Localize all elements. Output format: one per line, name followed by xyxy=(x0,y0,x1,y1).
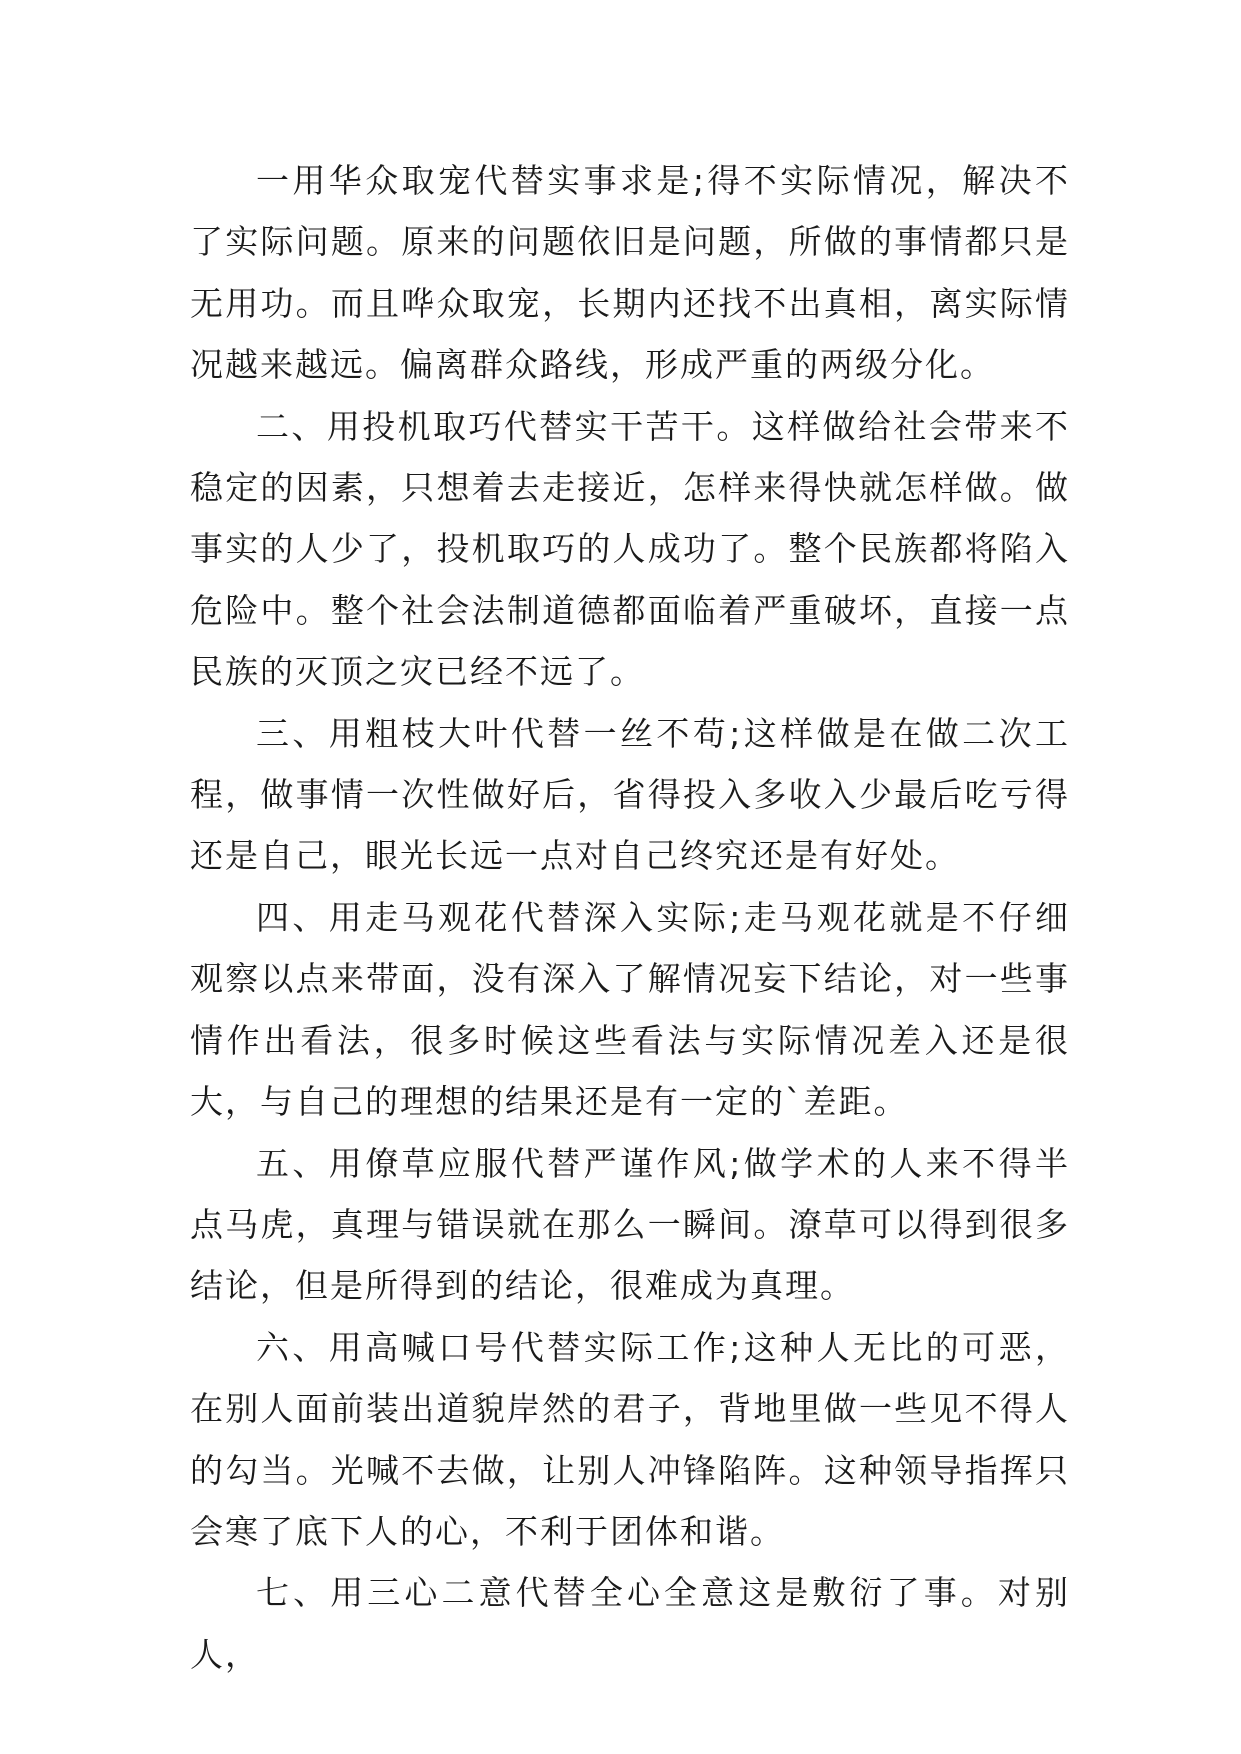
paragraph-3: 三、用粗枝大叶代替一丝不苟;这样做是在做二次工程，做事情一次性做好后，省得投入多收入少最后吃亏得还是自己，眼光长远一点对自己终究还是有好处。 xyxy=(190,713,1070,876)
paragraph-1: 一用华众取宠代替实事求是;得不实际情况，解决不了实际问题。原来的问题依旧是问题，所做的事情都只是无用功。而且哗众取宠，长期内还找不出真相，离实际情况越来越远。偏离群众路线，形成严重的两级分化。 xyxy=(190,161,1070,385)
paragraph-5: 五、用僚草应服代替严谨作风;做学术的人来不得半点马虎，真理与错误就在那么一瞬间。潦草可以得到很多结论，但是所得到的结论，很难成为真理。 xyxy=(190,1143,1070,1306)
paragraph-2: 二、用投机取巧代替实干苦干。这样做给社会带来不稳定的因素，只想着去走接近，怎样来得快就怎样做。做事实的人少了，投机取巧的人成功了。整个民族都将陷入危险中。整个社会法制道德都面临着严重破坏，直接一点民族的灭顶之灾已经不远了。 xyxy=(190,406,1070,692)
paragraph-6: 六、用高喊口号代替实际工作;这种人无比的可恶，在别人面前装出道貌岸然的君子，背地里做一些见不得人的勾当。光喊不去做，让别人冲锋陷阵。这种领导指挥只会寒了底下人的心，不利于团体和谐。 xyxy=(190,1327,1070,1551)
document-body xyxy=(190,150,1070,1685)
paragraph-7: 七、用三心二意代替全心全意这是敷衍了事。对别人， xyxy=(190,1573,1070,1674)
paragraph-4: 四、用走马观花代替深入实际;走马观花就是不仔细观察以点来带面，没有深入了解情况妄下结论，对一些事情作出看法，很多时候这些看法与实际情况差入还是很大，与自己的理想的结果还是有一定的`差距。 xyxy=(190,897,1070,1122)
